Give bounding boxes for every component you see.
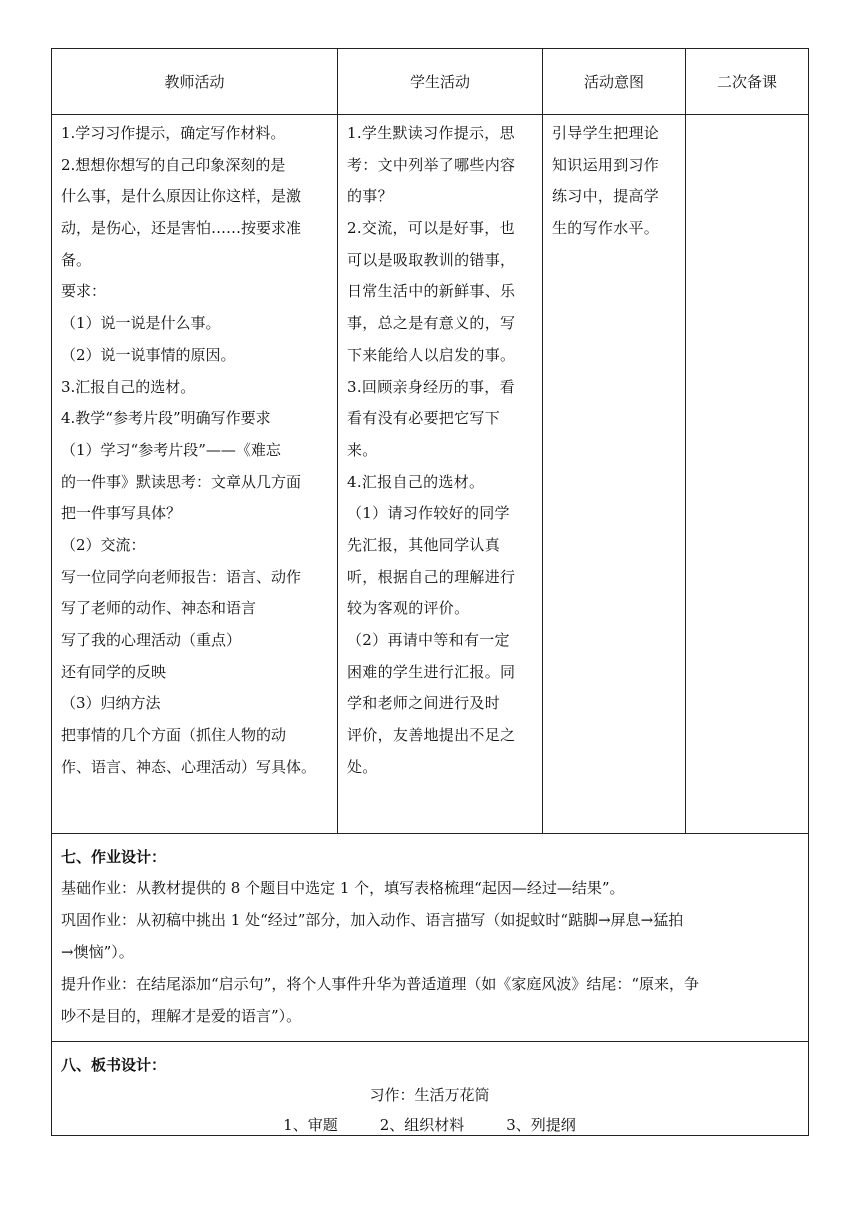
student-line: 看有没有必要把它写下 (347, 409, 501, 428)
teacher-line: （1）学习“参考片段”——《难忘 (61, 440, 281, 459)
board-item: 3、列提纲 (506, 1116, 576, 1134)
student-line: 来。 (347, 440, 378, 459)
teacher-line: 3.汇报自己的选材。 (61, 377, 196, 396)
student-line: 困难的学生进行汇报。同 (347, 662, 516, 681)
student-line: 听，根据自己的理解进行 (347, 567, 516, 586)
student-line: 的事？ (347, 187, 393, 206)
homework-line: 吵不是目的，理解才是爱的语言”）。 (61, 1007, 302, 1025)
intent-line: 练习中，提高学 (552, 187, 660, 206)
teacher-line: 的一件事》默读思考：文章从几方面 (61, 472, 302, 491)
header-student-activity: 学生活动 (338, 49, 543, 114)
student-line: 2.交流，可以是好事，也 (347, 219, 515, 238)
intent-line: 知识运用到习作 (552, 155, 660, 174)
teacher-line: 4.教学“参考片段”明确写作要求 (61, 409, 271, 428)
teacher-line: 作、语言、神态、心理活动）写具体。 (61, 757, 317, 776)
lesson-plan-table (51, 48, 809, 1136)
student-line: 可以是吸取教训的错事， (347, 250, 516, 269)
table-body-row (52, 115, 808, 834)
board-item: 2、组织材料 (379, 1116, 465, 1134)
homework-title: 七、作业设计： (61, 848, 167, 866)
teacher-line: （2）说一说事情的原因。 (61, 345, 236, 364)
student-activity-cell (338, 115, 543, 833)
student-line: 3.回顾亲身经历的事，看 (347, 377, 515, 396)
teacher-activity-cell (52, 115, 338, 833)
header-secondary-prep: 二次备课 (716, 73, 777, 91)
student-line: （1）请习作较好的同学 (347, 504, 510, 523)
teacher-line: （2）交流： (61, 535, 146, 554)
teacher-line: 写一位同学向老师报告：语言、动作 (61, 567, 302, 586)
header-teacher-activity: 教师活动 (52, 49, 338, 114)
student-line: 评价，友善地提出不足之 (347, 726, 516, 745)
intent-line: 引导学生把理论 (552, 124, 660, 142)
student-line: 学和老师之间进行及时 (347, 694, 501, 713)
student-line: 考：文中列举了哪些内容 (347, 155, 516, 174)
homework-design-section (52, 834, 808, 1042)
board-heading: 习作：生活万花筒 (369, 1086, 490, 1104)
homework-line: 提升作业：在结尾添加“启示句”，将个人事件升华为普适道理（如《家庭风波》结尾：“原来，争 (61, 975, 700, 993)
teacher-line: 1.学习习作提示，确定写作材料。 (61, 124, 286, 142)
teacher-line: 什么事，是什么原因让你这样，是激 (61, 187, 302, 206)
activity-intent-cell (543, 115, 686, 833)
teacher-line: 写了我的心理活动（重点） (61, 631, 242, 649)
student-line: 4.汇报自己的选材。 (347, 472, 485, 491)
teacher-line: （3）归纳方法 (61, 694, 161, 713)
homework-line: 巩固作业：从初稿中挑出 1 处“经过”部分，加入动作、语言描写（如捉蚊时“踮脚→屏息→猛拍 (61, 911, 684, 929)
board-title: 八、板书设计： (61, 1056, 167, 1074)
teacher-line: 动，是伤心，还是害怕……按要求准 (61, 219, 302, 238)
board-items (61, 1110, 798, 1140)
teacher-line: 把事情的几个方面（抓住人物的动 (61, 726, 287, 745)
student-line: 事，总之是有意义的，写 (347, 314, 516, 333)
teacher-line: 还有同学的反映 (61, 662, 167, 681)
student-line: 较为客观的评价。 (347, 599, 470, 618)
header-activity-intent: 活动意图 (543, 49, 686, 114)
teacher-line: 写了老师的动作、神态和语言 (61, 599, 257, 618)
student-line: 下来能给人以启发的事。 (347, 345, 516, 364)
teacher-line: 2.想想你想写的自己印象深刻的是 (61, 155, 286, 174)
homework-line: →懊恼”）。 (61, 943, 134, 961)
teacher-line: 要求： (61, 282, 107, 301)
teacher-line: （1）说一说是什么事。 (61, 314, 221, 333)
secondary-prep-cell (686, 115, 808, 833)
student-line: 处。 (347, 757, 378, 776)
table-header-row (52, 49, 808, 115)
teacher-line: 把一件事写具体？ (61, 504, 182, 523)
student-line: 日常生活中的新鲜事、乐 (347, 282, 516, 301)
board-design-section (52, 1042, 808, 1135)
student-line: 1.学生默读习作提示，思 (347, 124, 515, 142)
student-line: （2）再请中等和有一定 (347, 631, 510, 649)
student-line: 先汇报，其他同学认真 (347, 535, 501, 554)
teacher-line: 备。 (61, 250, 92, 269)
board-item: 1、审题 (283, 1116, 338, 1134)
homework-line: 基础作业：从教材提供的 8 个题目中选定 1 个，填写表格梳理“起因—经过—结果”。 (61, 879, 625, 897)
intent-line: 生的写作水平。 (552, 219, 660, 238)
